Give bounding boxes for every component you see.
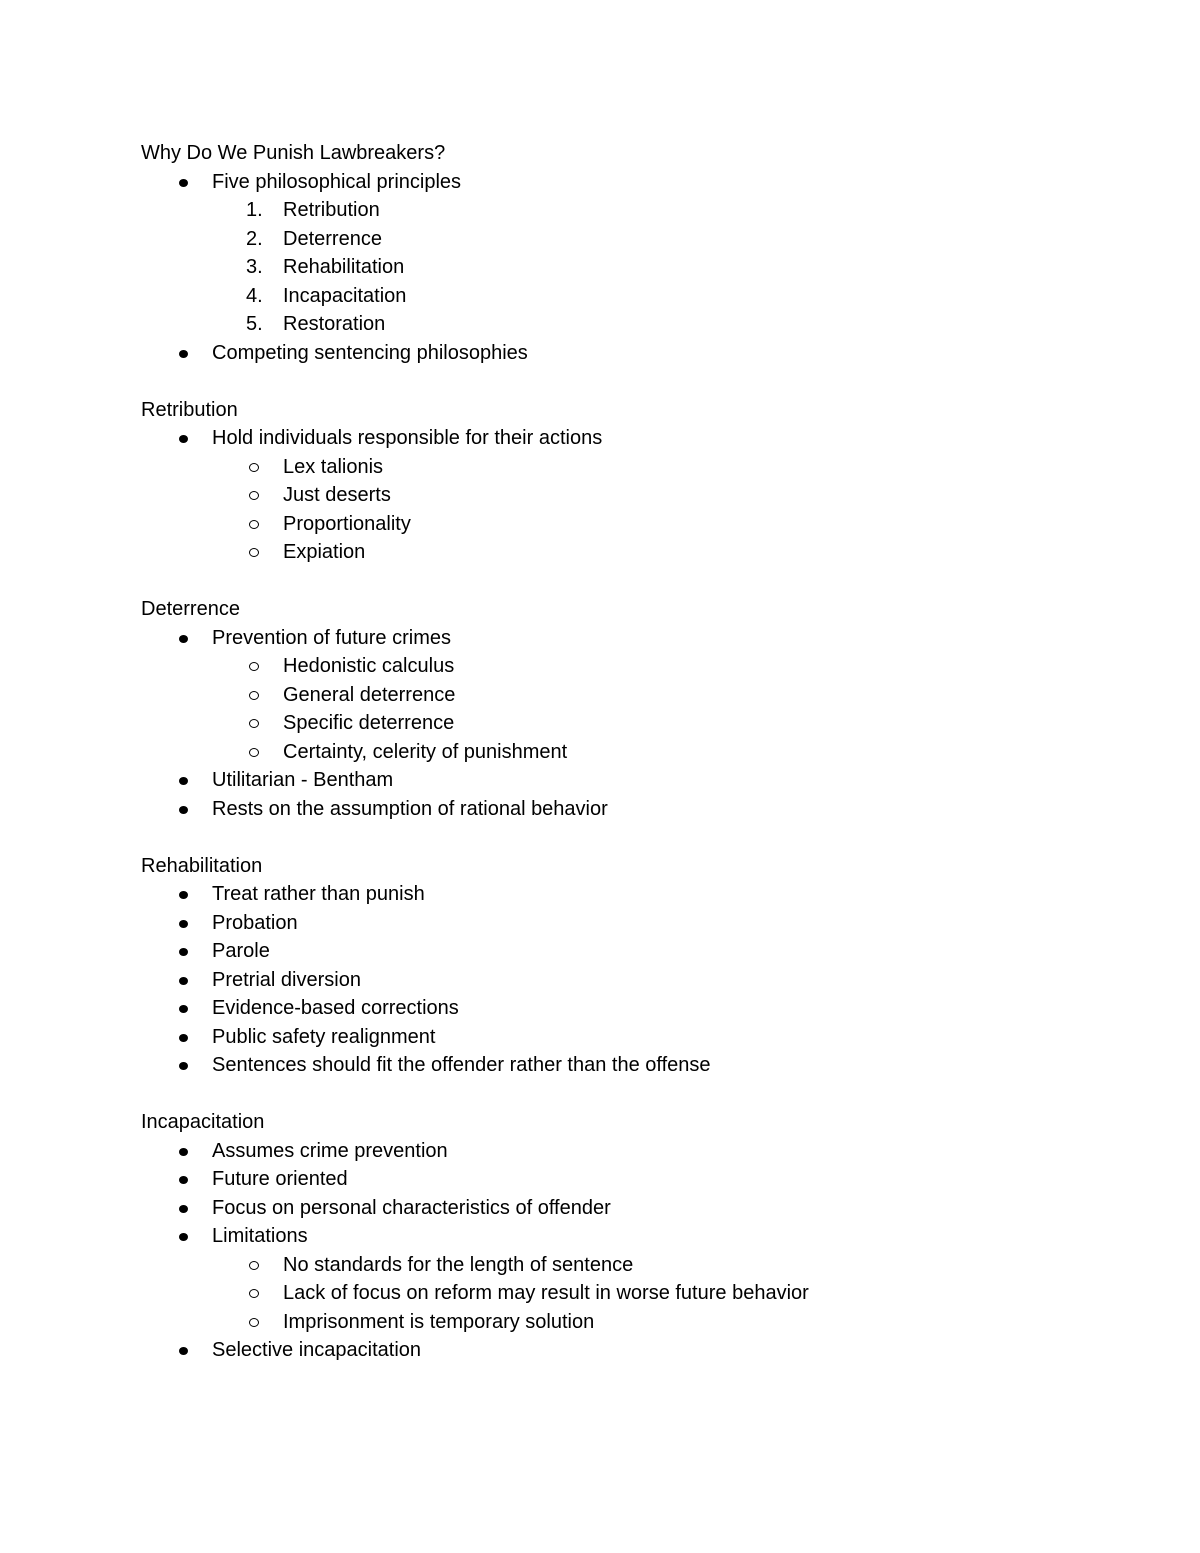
- bullet-text: Utilitarian - Bentham: [212, 769, 394, 791]
- bullet-circle-icon: [249, 691, 259, 700]
- bullet-disc-icon: [179, 1034, 188, 1042]
- list-number: 4.: [246, 284, 263, 307]
- sub-bullet-item: [141, 1251, 1200, 1280]
- numbered-item: [141, 253, 1200, 282]
- sub-bullet-item: [141, 453, 1200, 482]
- bullet-circle-icon: [249, 548, 259, 557]
- bullet-text: Parole: [212, 940, 270, 962]
- bullet-text: Future oriented: [212, 1168, 348, 1190]
- section-spacer: [141, 823, 1200, 852]
- list-number: 1.: [246, 199, 263, 221]
- sub-bullet-item: [141, 1279, 1200, 1308]
- bullet-circle-icon: [249, 662, 259, 671]
- bullet-text: Sentences should fit the offender rather than the offense: [212, 1054, 711, 1076]
- sub-bullet-text: Imprisonment is temporary solution: [283, 1310, 595, 1333]
- section-spacer: [141, 1080, 1200, 1109]
- bullet-disc-icon: [179, 777, 188, 785]
- sub-bullet-item: [141, 481, 1200, 510]
- bullet-item: [141, 909, 1200, 938]
- bullet-item: [141, 1051, 1200, 1080]
- bullet-disc-icon: [179, 1176, 188, 1184]
- sub-bullet-text: Just deserts: [283, 484, 391, 506]
- sub-bullet-item: [141, 652, 1200, 681]
- bullet-item: [141, 168, 1200, 197]
- bullet-text: Probation: [212, 911, 298, 934]
- bullet-text: Rests on the assumption of rational behavior: [212, 797, 608, 820]
- bullet-text: Selective incapacitation: [212, 1339, 422, 1361]
- bullet-circle-icon: [249, 748, 259, 757]
- sub-bullet-text: Certainty, celerity of punishment: [283, 740, 568, 763]
- sub-bullet-text: Expiation: [283, 541, 366, 563]
- bullet-item: [141, 937, 1200, 966]
- bullet-item: [141, 766, 1200, 795]
- bullet-text: Competing sentencing philosophies: [212, 341, 528, 364]
- bullet-circle-icon: [249, 520, 259, 529]
- section-heading: Rehabilitation: [141, 854, 263, 877]
- bullet-text: Evidence-based corrections: [212, 997, 459, 1019]
- section-spacer: [141, 367, 1200, 396]
- sub-bullet-text: No standards for the length of sentence: [283, 1253, 634, 1276]
- bullet-circle-icon: [249, 1261, 259, 1270]
- bullet-disc-icon: [179, 350, 188, 358]
- sub-bullet-item: [141, 709, 1200, 738]
- bullet-item: [141, 994, 1200, 1023]
- bullet-disc-icon: [179, 1205, 188, 1213]
- bullet-disc-icon: [179, 1148, 188, 1156]
- bullet-item: [141, 1023, 1200, 1052]
- sub-bullet-item: [141, 681, 1200, 710]
- sub-bullet-text: Proportionality: [283, 512, 411, 535]
- bullet-disc-icon: [179, 1233, 188, 1241]
- bullet-disc-icon: [179, 1347, 188, 1355]
- bullet-circle-icon: [249, 1318, 259, 1327]
- sub-bullet-text: Lex talionis: [283, 455, 384, 478]
- section-heading: Deterrence: [141, 598, 240, 620]
- bullet-item: [141, 1165, 1200, 1194]
- bullet-disc-icon: [179, 635, 188, 643]
- bullet-circle-icon: [249, 1289, 259, 1298]
- bullet-item: [141, 795, 1200, 824]
- bullet-item: [141, 624, 1200, 653]
- sub-bullet-item: [141, 738, 1200, 767]
- bullet-item: [141, 1222, 1200, 1251]
- bullet-circle-icon: [249, 463, 259, 472]
- numbered-text: Restoration: [283, 313, 386, 335]
- bullet-disc-icon: [179, 1005, 188, 1013]
- section-spacer: [141, 567, 1200, 596]
- bullet-disc-icon: [179, 1062, 188, 1070]
- bullet-text: Hold individuals responsible for their actions: [212, 427, 603, 449]
- bullet-text: Public safety realignment: [212, 1025, 436, 1048]
- numbered-text: Deterrence: [283, 227, 382, 250]
- bullet-text: Pretrial diversion: [212, 968, 361, 991]
- bullet-item: [141, 966, 1200, 995]
- numbered-text: Incapacitation: [283, 284, 407, 307]
- bullet-disc-icon: [179, 891, 188, 899]
- bullet-item: [141, 1194, 1200, 1223]
- bullet-text: Limitations: [212, 1225, 308, 1247]
- bullet-disc-icon: [179, 977, 188, 985]
- sub-bullet-text: Hedonistic calculus: [283, 655, 455, 677]
- section-heading: Incapacitation: [141, 1111, 265, 1133]
- bullet-item: [141, 880, 1200, 909]
- bullet-text: Assumes crime prevention: [212, 1139, 448, 1162]
- bullet-circle-icon: [249, 719, 259, 728]
- numbered-text: Rehabilitation: [283, 256, 405, 278]
- sub-bullet-text: Specific deterrence: [283, 712, 455, 734]
- sub-bullet-text: Lack of focus on reform may result in worse future behavior: [283, 1282, 809, 1304]
- sub-bullet-item: [141, 510, 1200, 539]
- list-number: 2.: [246, 227, 263, 250]
- bullet-text: Focus on personal characteristics of offender: [212, 1196, 611, 1219]
- bullet-text: Prevention of future crimes: [212, 626, 451, 649]
- numbered-item: [141, 310, 1200, 339]
- section-heading: Retribution: [141, 398, 238, 421]
- numbered-item: [141, 196, 1200, 225]
- sub-bullet-item: [141, 1308, 1200, 1337]
- bullet-text: Treat rather than punish: [212, 883, 425, 905]
- section-heading: Why Do We Punish Lawbreakers?: [141, 142, 446, 164]
- bullet-disc-icon: [179, 179, 188, 187]
- sub-bullet-item: [141, 538, 1200, 567]
- bullet-disc-icon: [179, 920, 188, 928]
- numbered-text: Retribution: [283, 199, 380, 221]
- bullet-item: [141, 1137, 1200, 1166]
- bullet-disc-icon: [179, 435, 188, 443]
- list-number: 5.: [246, 313, 263, 335]
- bullet-item: [141, 339, 1200, 368]
- bullet-item: [141, 424, 1200, 453]
- numbered-item: [141, 225, 1200, 254]
- bullet-text: Five philosophical principles: [212, 170, 462, 193]
- bullet-disc-icon: [179, 806, 188, 814]
- bullet-disc-icon: [179, 948, 188, 956]
- list-number: 3.: [246, 256, 263, 278]
- bullet-item: [141, 1336, 1200, 1365]
- numbered-item: [141, 282, 1200, 311]
- sub-bullet-text: General deterrence: [283, 683, 456, 706]
- bullet-circle-icon: [249, 491, 259, 500]
